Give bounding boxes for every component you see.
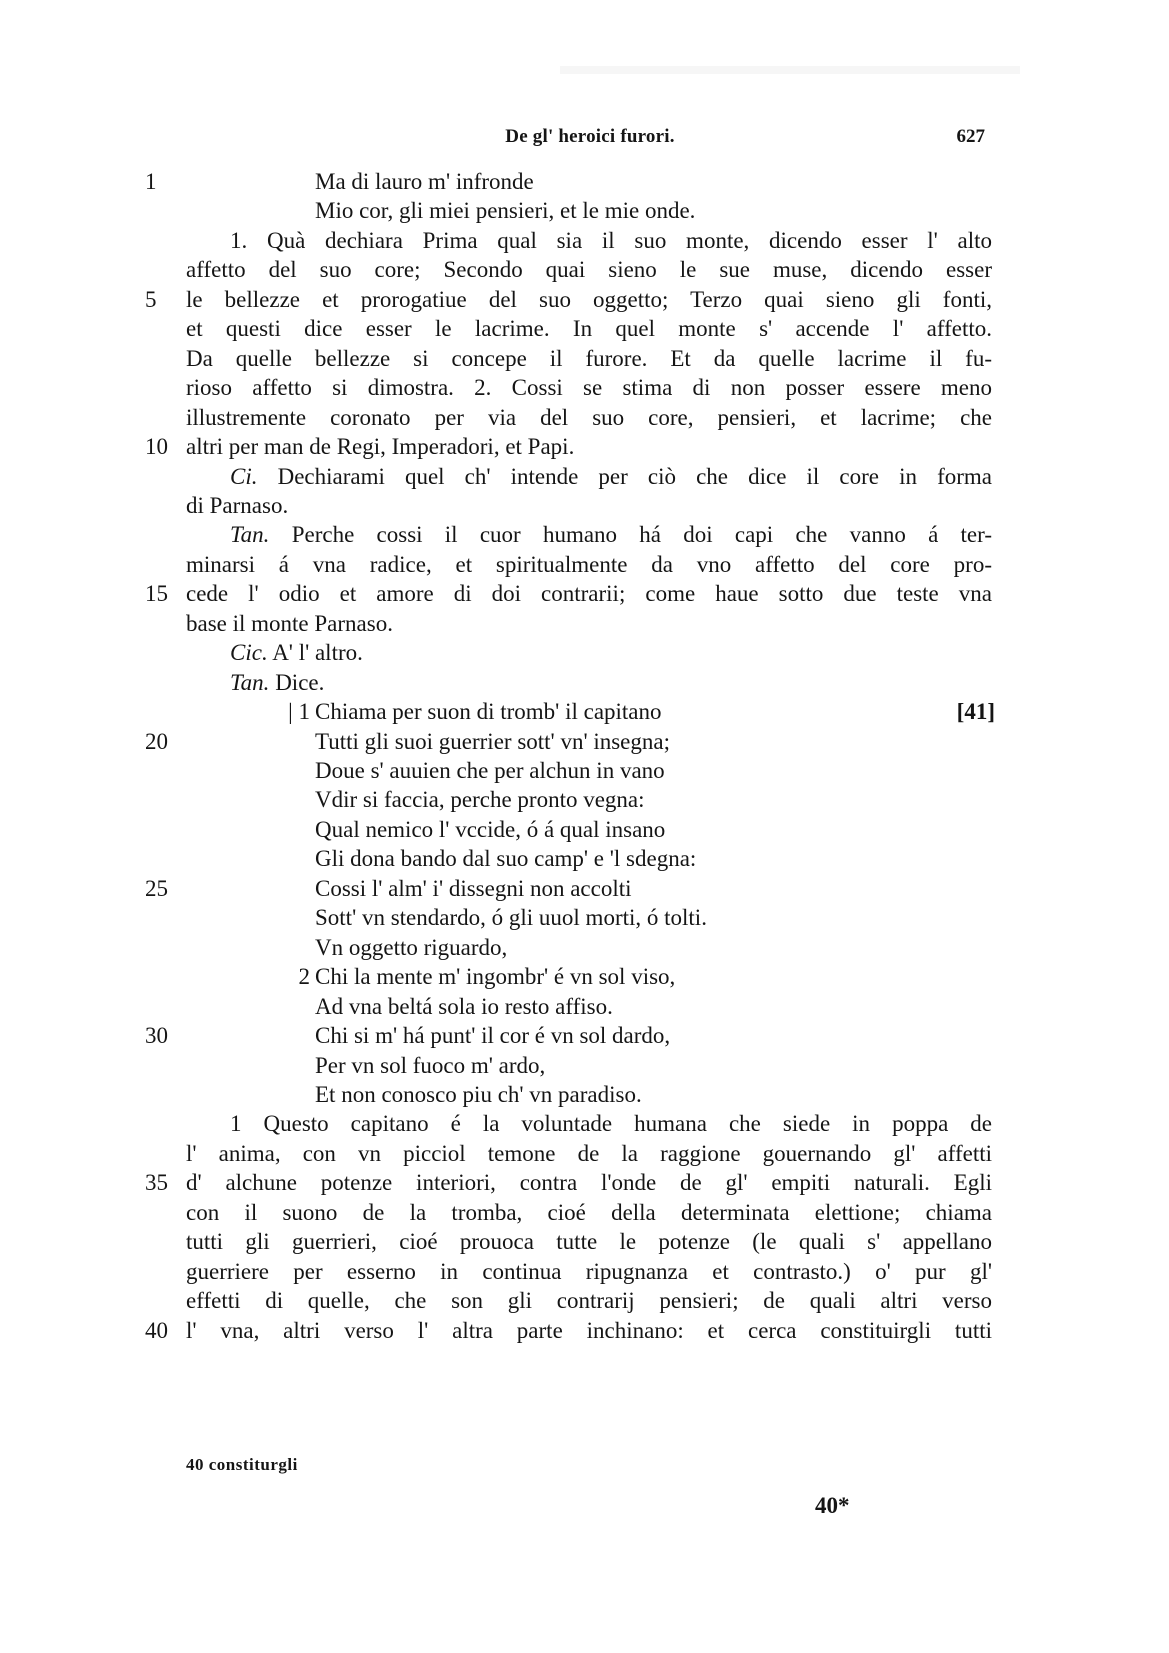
speaker-label: Cic. — [230, 640, 268, 666]
text-line — [0, 1079, 1169, 1110]
text-line — [0, 166, 1169, 197]
line-content: 1 Questo capitano é la voluntade humana che siede in poppa de — [230, 1111, 992, 1137]
text-line — [0, 902, 1169, 933]
text-line — [0, 1138, 1169, 1169]
line-content: Chiama per suon di tromb' il capitano — [315, 699, 662, 725]
line-text — [186, 1285, 992, 1316]
line-content: Cossi l' alm' i' dissegni non accolti — [315, 875, 632, 901]
line-text — [186, 1197, 992, 1228]
text-line — [0, 225, 1169, 256]
text-line — [0, 961, 1169, 992]
line-content: tutti gli guerrieri, cioé prouoca tutte le potenze (le quali s' appellano — [186, 1229, 992, 1255]
text-line — [0, 1020, 1169, 1051]
text-line — [0, 1226, 1169, 1257]
text-line — [0, 814, 1169, 845]
line-text — [186, 608, 992, 639]
line-text — [186, 431, 992, 462]
text-line — [0, 195, 1169, 226]
line-text — [315, 784, 875, 815]
line-content: illustremente coronato per via del suo core, pensieri, et lacrime; che — [186, 404, 992, 430]
text-line — [0, 696, 1169, 727]
line-text — [230, 1108, 992, 1139]
text-line — [0, 991, 1169, 1022]
line-text — [315, 726, 875, 757]
page-number: 627 — [956, 126, 985, 147]
line-text — [186, 1167, 992, 1198]
line-content: altri per man de Regi, Imperadori, et Papi. — [186, 434, 575, 460]
line-content: rioso affetto si dimostra. 2. Cossi se stima di non posser essere meno — [186, 375, 992, 401]
line-content: 1. Quà dechiara Prima qual sia il suo monte, dicendo esser l' alto — [230, 227, 992, 253]
line-text — [186, 1315, 992, 1346]
speaker-label: Tan. — [230, 669, 270, 695]
line-content: et questi dice esser le lacrime. In quel monte s' accende l' affetto. — [186, 316, 992, 342]
text-line — [0, 372, 1169, 403]
line-content: Tutti gli suoi guerrier sott' vn' insegna; — [315, 728, 670, 754]
text-line — [0, 637, 1169, 668]
line-content: Doue s' auuien che per alchun in vano — [315, 758, 665, 783]
text-line — [0, 667, 1169, 698]
line-text — [186, 343, 992, 374]
line-content: Chi si m' há punt' il cor é vn sol dardo, — [315, 1023, 671, 1048]
text-line — [0, 1256, 1169, 1287]
text-line — [0, 608, 1169, 639]
footnote: 40 constiturgli — [186, 1455, 298, 1474]
text-line — [0, 1315, 1169, 1346]
line-text — [186, 1138, 992, 1169]
line-content: Da quelle bellezze si concepe il furore. Et da quelle lacrime il fu- — [186, 345, 992, 371]
line-text — [186, 578, 992, 609]
line-content: con il suono de la tromba, cioé della determinata elettione; chiama — [186, 1199, 992, 1225]
line-content: Vn oggetto riguardo, — [315, 934, 508, 960]
line-content: Dechiarami quel ch' intende per ciò che dice il core in forma — [277, 463, 993, 489]
line-text — [230, 461, 992, 492]
line-text — [186, 402, 992, 433]
text-line — [0, 313, 1169, 344]
text-line — [0, 519, 1169, 550]
line-text — [230, 519, 992, 550]
line-content: Per vn sol fuoco m' ardo, — [315, 1052, 546, 1078]
line-content: l' anima, con vn picciol temone de la raggione gouernando gl' affetti — [186, 1140, 992, 1166]
line-content: Chi la mente m' ingombr' é vn sol viso, — [315, 964, 676, 990]
text-line — [0, 549, 1169, 580]
line-content: Gli dona bando dal suo camp' e 'l sdegna: — [315, 846, 697, 872]
line-content: Ma di lauro m' infronde — [315, 169, 534, 194]
line-text — [186, 254, 992, 285]
line-content: le bellezze et prorogatiue del suo oggetto; Terzo quai sieno gli fonti, — [186, 286, 992, 312]
text-line — [0, 784, 1169, 815]
line-text — [315, 696, 875, 727]
text-line — [0, 1050, 1169, 1081]
line-text — [315, 873, 875, 904]
line-text — [315, 902, 875, 933]
line-text — [315, 843, 875, 874]
text-line — [0, 1108, 1169, 1139]
text-line — [0, 254, 1169, 285]
speaker-label: Tan. — [230, 522, 270, 548]
line-text — [186, 549, 992, 580]
line-text — [315, 755, 875, 786]
text-line — [0, 843, 1169, 874]
text-line — [0, 431, 1169, 462]
line-content: affetto del suo core; Secondo quai sieno le sue muse, dicendo esser — [186, 257, 992, 283]
line-content: minarsi á vna radice, et spiritualmente da vno affetto del core pro- — [186, 551, 992, 577]
text-line — [0, 1197, 1169, 1228]
line-text — [315, 991, 875, 1022]
line-text — [186, 1256, 992, 1287]
line-number: 15 — [145, 581, 168, 607]
text-line — [0, 873, 1169, 904]
text-line — [0, 490, 1169, 521]
verse-number: | 1 — [288, 699, 310, 725]
line-content: Dice. — [275, 669, 325, 695]
line-number: 5 — [145, 286, 157, 312]
text-line — [0, 755, 1169, 786]
line-number: 20 — [145, 728, 168, 754]
line-content: d' alchune potenze interiori, contra l'onde de gl' empiti naturali. Egli — [186, 1170, 992, 1196]
page-marker: [41] — [956, 699, 995, 725]
line-number: 40 — [145, 1317, 168, 1343]
text-line — [0, 932, 1169, 963]
line-content: Et non conosco piu ch' vn paradiso. — [315, 1081, 642, 1107]
line-text — [186, 284, 992, 315]
line-text — [315, 195, 875, 226]
line-text — [230, 667, 992, 698]
line-content: Sott' vn stendardo, ó gli uuol morti, ó tolti. — [315, 905, 707, 931]
line-number: 30 — [145, 1023, 168, 1048]
line-content: Ad vna beltá sola io resto affiso. — [315, 993, 613, 1019]
line-number: 25 — [145, 875, 168, 901]
line-text — [230, 637, 992, 668]
line-text — [315, 1020, 875, 1051]
speaker-label: Ci. — [230, 463, 258, 489]
line-content: cede l' odio et amore di doi contrarii; come haue sotto due teste vna — [186, 581, 992, 607]
running-title: De gl' heroici furori. — [505, 126, 675, 147]
text-line — [0, 284, 1169, 315]
text-line — [0, 461, 1169, 492]
text-line — [0, 578, 1169, 609]
text-line — [0, 402, 1169, 433]
line-text — [315, 166, 875, 197]
line-number: 1 — [145, 169, 157, 194]
line-number: 35 — [145, 1170, 168, 1196]
line-text — [186, 1226, 992, 1257]
signature-mark: 40* — [815, 1493, 850, 1518]
line-content: A' l' altro. — [272, 640, 363, 666]
line-number: 10 — [145, 434, 168, 460]
line-content: Perche cossi il cuor humano há doi capi che vanno á ter- — [291, 522, 993, 548]
line-text — [186, 490, 992, 521]
line-text — [230, 225, 992, 256]
line-text — [315, 1079, 875, 1110]
line-content: guerriere per esserno in continua ripugnanza et contrasto.) o' pur gl' — [186, 1258, 992, 1284]
line-text — [315, 814, 875, 845]
text-line — [0, 726, 1169, 757]
line-content: Vdir si faccia, perche pronto vegna: — [315, 787, 645, 813]
line-text — [315, 961, 875, 992]
line-text — [315, 932, 875, 963]
line-text — [315, 1050, 875, 1081]
line-content: Qual nemico l' vccide, ó á qual insano — [315, 816, 666, 842]
verse-number: 2 — [298, 964, 310, 990]
line-content: di Parnaso. — [186, 492, 289, 518]
line-content: base il monte Parnaso. — [186, 610, 393, 636]
line-text — [186, 313, 992, 344]
line-content: l' vna, altri verso l' altra parte inchinano: et cerca constituirgli tutti — [186, 1317, 992, 1343]
text-line — [0, 343, 1169, 374]
line-content: Mio cor, gli miei pensieri, et le mie onde. — [315, 198, 696, 224]
line-content: effetti di quelle, che son gli contrarij pensieri; de quali altri verso — [186, 1288, 992, 1314]
text-line — [0, 1285, 1169, 1316]
line-text — [186, 372, 992, 403]
scan-smudge — [560, 66, 1020, 74]
text-line — [0, 1167, 1169, 1198]
